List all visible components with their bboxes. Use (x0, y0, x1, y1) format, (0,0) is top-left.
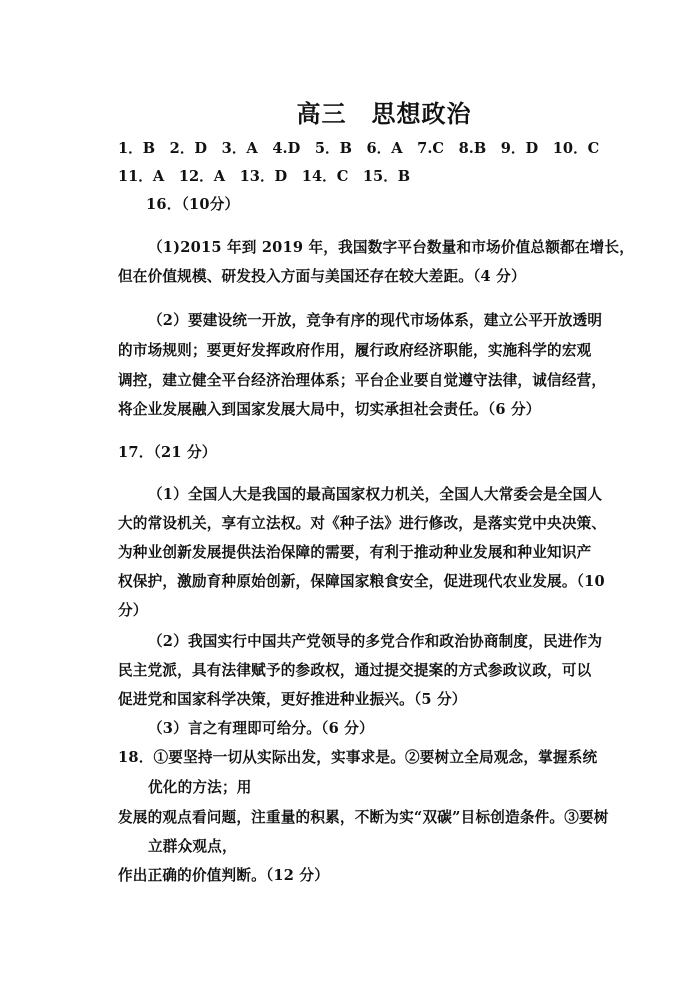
q17-part2-line: 民主党派，具有法律赋予的参政权，通过提交提案的方式参政议政，可以 (118, 662, 592, 679)
q17-part1-line: 为种业创新发展提供法治保障的需要，有利于推动种业发展和种业知识产 (118, 544, 592, 561)
q16-part2-line: 的市场规则；要更好发挥政府作用，履行政府经济职能，实施科学的宏观 (118, 342, 592, 359)
q18-line: 立群众观点， (148, 838, 237, 855)
q17-part1-line: 大的常设机关，享有立法权。对《种子法》进行修改，是落实党中央决策、 (118, 515, 607, 532)
q18-line: 18．①要坚持一切从实际出发，实事求是。②要树立全局观念，掌握系统 (118, 749, 598, 766)
answers-row-1: 1．B 2．D 3．A 4.D 5．B 6．A 7.C 8.B 9．D 10．C (118, 140, 600, 157)
q16-part2-line: 调控，建立健全平台经济治理体系；平台企业要自觉遵守法律，诚信经营， (118, 372, 607, 389)
q17-part2-line: 促进党和国家科学决策，更好推进种业振兴。（5 分） (118, 691, 467, 708)
q17-heading: 17．（21 分） (118, 444, 217, 461)
q18-line: 作出正确的价值判断。（12 分） (118, 867, 330, 884)
q17-part1-line: 分） (118, 602, 148, 619)
q18-line: 优化的方法；用 (148, 779, 252, 796)
q16-part1-line: （1)2015 年到 2019 年，我国数字平台数量和市场价值总额都在增长， (148, 239, 634, 256)
q17-part1-line: （1）全国人大是我国的最高国家权力机关，全国人大常委会是全国人 (148, 486, 603, 503)
q17-part3-line: （3）言之有理即可给分。（6 分） (148, 720, 374, 737)
answers-row-2: 11．A 12．A 13．D 14．C 15．B (118, 168, 411, 185)
q16-part1-line: 但在价值规模、研发投入方面与美国还存在较大差距。（4 分） (118, 268, 526, 285)
q18-line: 发展的观点看问题，注重量的积累，不断为实“双碳”目标创造条件。③要树 (118, 809, 609, 826)
q17-part1-line: 权保护，激励育种原始创新，保障国家粮食安全，促进现代农业发展。（10 (118, 573, 605, 590)
q16-heading: 16．（10分） (146, 196, 240, 213)
q16-part2-line: （2）要建设统一开放，竞争有序的现代市场体系，建立公平开放透明 (148, 312, 603, 329)
q16-part2-line: 将企业发展融入到国家发展大局中，切实承担社会责任。（6 分） (118, 401, 541, 418)
q17-part2-line: （2）我国实行中国共产党领导的多党合作和政治协商制度，民进作为 (148, 633, 603, 650)
page-title: 高三 思想政治 (296, 99, 472, 128)
